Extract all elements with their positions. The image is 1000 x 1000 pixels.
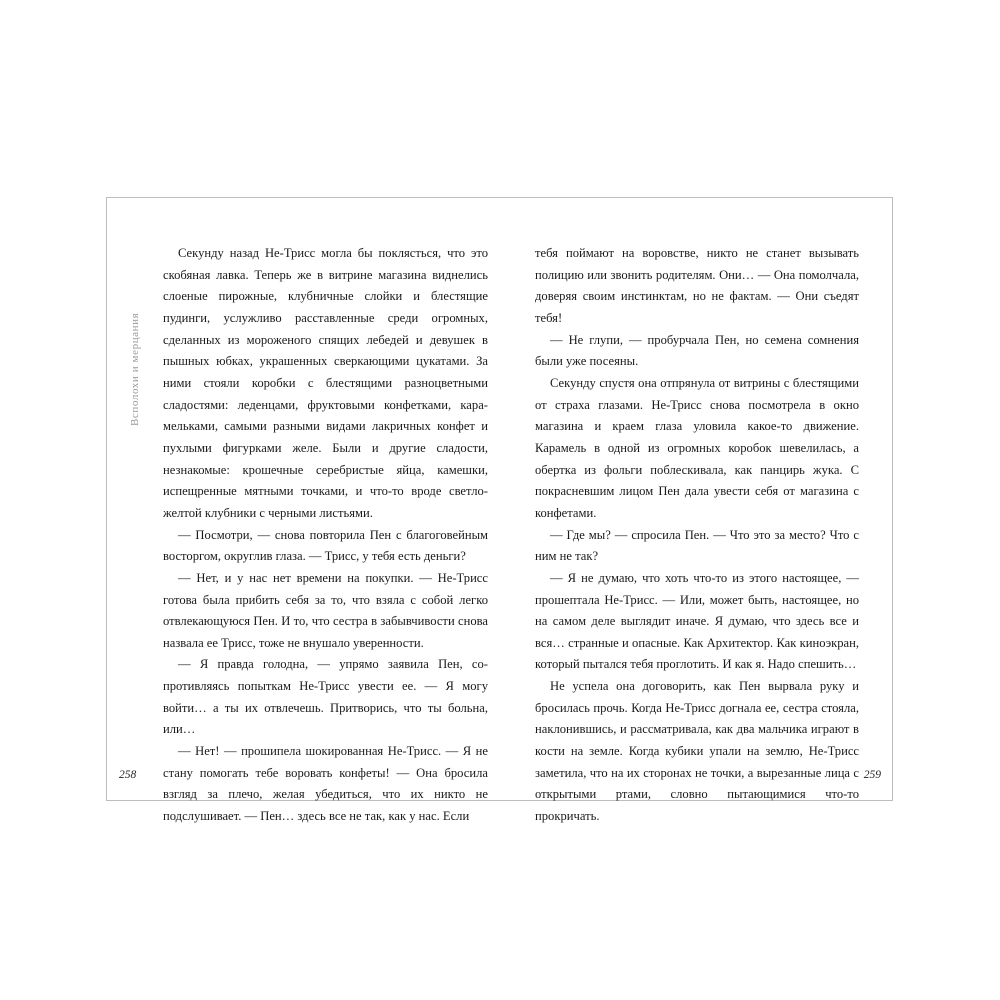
- paragraph: — Я не думаю, что хоть что-то из этого настоящее, — прошептала Не-Трисс. — Или, может быть, настоящее, но на самом деле выглядит иначе. Я думаю, что здесь все и вся… странные и опасные. Как Архитектор. Как киноэкран, который пытался тебя проглотить. И как я. Надо спешить…: [535, 570, 859, 672]
- paragraph: — Нет! — прошипела шокированная Не-Трисс. — Я не стану помогать тебе воровать конфеты! — Она бросила взгляд за плечо, желая убедиться, что их никто не подслушивает. — Пен… здесь все не так, как у нас. Если: [163, 744, 488, 824]
- paragraph: Секунду спустя она отпрянула от витрины с блестящими от страха глазами. Не-Трисс снова посмотрела в окно магазина и краем глаза уловила какое-то движение. Карамель в одной из огромных коробок шевелилась, а обертка из фольги поблескивала, как панцирь жука. С покрасневшим лицом Пен дала увести себя от магазина с конфетами.: [535, 375, 859, 520]
- paragraph-continued: тебя поймают на воровстве, никто не станет вызывать полицию или звонить родителям. Они… — Она помолчала, доверяя своим инстинктам, но не фактам. — Они съедят тебя!: [535, 246, 859, 325]
- running-head: Всполохи и мерцания: [129, 312, 141, 426]
- left-page-text: [163, 243, 488, 828]
- paragraph: — Где мы? — спросила Пен. — Что это за место? Что с ним не так?: [535, 527, 859, 564]
- paragraph: — Посмотри, — снова повторила Пен с благоговейным восторгом, округлив глаза. — Трисс, у тебя есть деньги?: [163, 527, 488, 564]
- book-spread: [106, 197, 893, 824]
- paragraph: — Я правда голодна, — упрямо заявила Пен, сопротивляясь попыткам Не-Трисс увести ее. — Я могу войти… а ты их отвлечешь. Притворись, что ты больна, или…: [163, 657, 488, 737]
- right-page: [500, 198, 893, 824]
- right-page-text: [535, 243, 859, 828]
- paragraph: Секунду назад Не-Трисс могла бы поклясться, что это скобяная лавка. Теперь же в витрине магазина виднелись слоеные пирожные, клубничные слойки и блестящие пудинги, услужливо расставленные среди огромных, сделанных из мороженого спящих лебедей и девушек в пышных юбках, украшенных сверкающими цукатами. За ними стояли коробки с блестящими разноцветными сладостями: леденцами, фруктовыми конфетками, карамельками, самыми разными видами лакричных конфет и пухлыми фигурками желе. Были и другие сладости, незнакомые: крошечные серебристые яйца, камешки, испещренные мятными точками, и что-то вроде светложелтой клубники с черными листьями.: [163, 246, 488, 520]
- page-number-right: 259: [863, 769, 881, 781]
- left-page: [107, 198, 500, 824]
- page-number-left: 258: [119, 769, 137, 781]
- paragraph: Не успела она договорить, как Пен вырвала руку и бросилась прочь. Когда Не-Трисс догнала ее, сестра стояла, наклонившись, и рассматривала, как два мальчика играют в кости на земле. Когда кубики упали на землю, Не-Трисс заметила, что на их сторонах не точки, а вырезанные лица с открытыми ртами, словно пытающимися что-то прокричать.: [535, 679, 859, 824]
- paragraph: — Нет, и у нас нет времени на покупки. — Не-Трисс готова была прибить себя за то, что взяла с собой легко отвлекающуюся Пен. И то, что сестра в забывчивости снова назвала ее Трисс, тоже не внушало уверенности.: [163, 570, 488, 650]
- paragraph: — Не глупи, — пробурчала Пен, но семена сомнения были уже посеяны.: [535, 332, 859, 369]
